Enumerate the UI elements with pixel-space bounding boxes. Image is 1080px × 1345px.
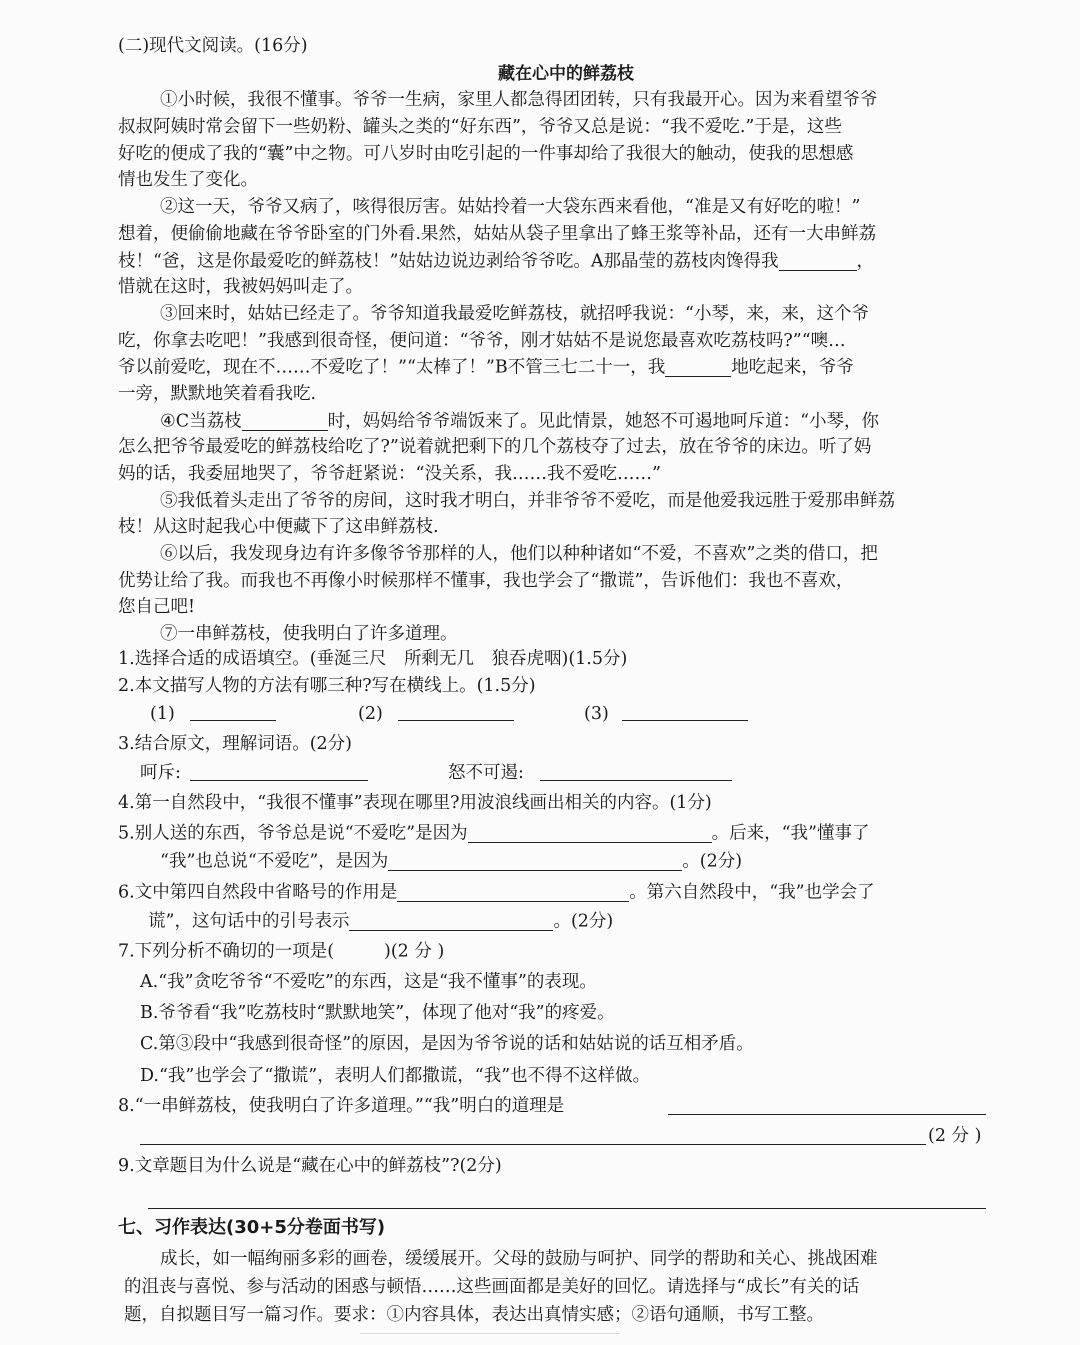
paragraph-5-line-2: 枝！从这时起我心中便藏下了这串鲜荔枝.: [118, 517, 439, 537]
answer-line-9[interactable]: [148, 1208, 986, 1209]
paragraph-6-line-1: ⑥以后，我发现身边有许多像爷爷那样的人，他们以种种诸如“不爱，不喜欢”之类的借口，把: [160, 544, 878, 564]
footer-smudge: [360, 1333, 620, 1345]
question-7-option-d: D.“我”也学会了“撒谎”，表明人们都撒谎，“我”也不得不这样做。: [140, 1066, 651, 1086]
paragraph-2-line-4: 惜就在这时，我被妈妈叫走了。: [118, 277, 363, 297]
question-3: 3.结合原文，理解词语。(2分): [118, 734, 352, 754]
paragraph-3-line-3: [118, 359, 854, 377]
article-title: 藏在心中的鲜荔枝: [498, 64, 634, 84]
question-2-option-2: (2): [358, 704, 383, 724]
answer-line-2-3[interactable]: [622, 720, 748, 721]
question-1: 1.选择合适的成语填空。(垂涎三尺 所剩无几 狼吞虎咽)(1.5分): [118, 649, 628, 669]
section-7-line-3: 题，自拟题目写一篇习作。要求：①内容具体，表达出真情实感；②语句通顺，书写工整。: [124, 1305, 824, 1325]
answer-slot-7[interactable]: [334, 943, 384, 961]
paragraph-3-line-4: 一旁，默默地笑着看我吃.: [118, 384, 317, 404]
question-6-line-2: [148, 913, 613, 931]
paragraph-7-line-1: ⑦一串鲜荔枝，使我明白了许多道理。: [160, 624, 458, 644]
answer-line-2-1[interactable]: [190, 720, 276, 721]
question-5-part-a: 5.别人送的东西，爷爷总是说“不爱吃”是因为: [118, 823, 468, 844]
question-6-part-b: 。第六自然段中，“我”也学会了: [629, 882, 875, 903]
paragraph-2-line-1: ②这一天，爷爷又病了，咳得很厉害。姑姑拎着一大袋东西来看他，“准是又有好吃的啦！”: [160, 197, 861, 217]
paragraph-2-line-3: [118, 253, 874, 271]
question-5-line-2: [160, 853, 742, 871]
paragraph-3-line-3-text: 爷以前爱吃，现在不……不爱吃了！”“太棒了！”B不管三七二十一，: [118, 357, 648, 378]
blank-b[interactable]: [665, 359, 731, 377]
paragraph-2-line-3-text: 枝！“爸，这是你最爱吃的鲜荔枝！”姑姑边说边剥给爷爷吃。A那晶莹的荔枝肉馋得我: [118, 251, 779, 272]
question-5-part-c: “我”也总说“不爱吃”，是因为: [160, 851, 389, 872]
paragraph-2-line-2: 想着，便偷偷地藏在爷爷卧室的门外看.果然，姑姑从袋子里拿出了蜂王浆等补品，还有一大串鲜荔: [118, 224, 877, 244]
question-4: 4.第一自然段中，“我很不懂事”表现在哪里?用波浪线画出相关的内容。(1分): [118, 793, 712, 813]
question-7: [118, 943, 444, 961]
question-2-option-3: (3): [584, 704, 609, 724]
question-6-line-1: [118, 884, 875, 902]
question-5-line-1: [118, 825, 870, 843]
answer-line-6-2[interactable]: [349, 913, 553, 931]
question-7-stem: 7.下列分析不确切的一项是(: [118, 941, 335, 962]
question-2-option-1: (1): [150, 704, 175, 724]
question-6-part-a: 6.文中第四自然段中省略号的作用是: [118, 882, 398, 903]
question-9: 9.文章题目为什么说是“藏在心中的鲜荔枝”?(2分): [118, 1156, 502, 1176]
question-7-option-c: C.第③段中“我感到很奇怪”的原因，是因为爷爷说的话和姑姑说的话互相矛盾。: [140, 1034, 754, 1054]
paragraph-1-line-2: 叔叔阿姨时常会留下一些奶粉、罐头之类的“好东西”，爷爷又总是说：“我不爱吃.”于是，这些: [118, 117, 842, 137]
section-7-heading: 七、习作表达(30+5分卷面书写): [118, 1217, 386, 1238]
section-7-line-1: 成长，如一幅绚丽多彩的画卷，缓缓展开。父母的鼓励与呵护、同学的帮助和关心、挑战困难: [160, 1249, 878, 1269]
question-8-score: (2 分 ): [928, 1126, 982, 1146]
paragraph-4-line-1-start: ④C当荔枝: [160, 411, 242, 432]
question-6-part-d: 。(2分): [553, 911, 614, 932]
section-7-line-2: 的沮丧与喜悦、参与活动的困惑与顿悟……这些画面都是美好的回忆。请选择与“成长”有关的话: [124, 1277, 860, 1297]
question-5-part-d: 。(2分): [682, 851, 743, 872]
paragraph-4-line-2: 怎么把爷爷最爱吃的鲜荔枝给吃了?”说着就把剩下的几个荔枝夺了过去，放在爷爷的床边。听了妈: [118, 437, 872, 457]
paragraph-4-line-1-end: 时，妈妈给爷爷端饭来了。见此情景，她怒不可遏地呵斥道：“小琴，你: [327, 411, 880, 432]
paragraph-4-line-3: 妈的话，我委屈地哭了，爷爷赶紧说：“没关系，我……我不爱吃……”: [118, 464, 661, 484]
answer-line-6-1[interactable]: [397, 884, 629, 902]
paragraph-5-line-1: ⑤我低着头走出了爷爷的房间，这时我才明白，并非爷爷不爱吃，而是他爱我远胜于爱那串鲜荔: [160, 491, 895, 511]
blank-c[interactable]: [242, 413, 328, 431]
question-7-score: )(2 分 ): [384, 941, 445, 962]
answer-line-3-1[interactable]: [190, 780, 368, 781]
section-header: (二)现代文阅读。(16分): [118, 36, 308, 56]
paragraph-4-line-1: [160, 413, 879, 431]
blank-a[interactable]: [779, 253, 857, 271]
paragraph-3-line-2: 吃，你拿去吃吧！”我感到很奇怪，便问道：“爷爷，刚才姑姑不是说您最喜欢吃荔枝吗?”“噢…: [118, 331, 846, 351]
answer-line-8-1[interactable]: [668, 1114, 986, 1115]
answer-line-5-1[interactable]: [468, 825, 712, 843]
answer-line-2-2[interactable]: [398, 720, 514, 721]
paragraph-3-line-1: ③回来时，姑姑已经走了。爷爷知道我最爱吃鲜荔枝，就招呼我说：“小琴，来，来，这个爷: [160, 304, 869, 324]
question-2: 2.本文描写人物的方法有哪三种?写在横线上。(1.5分): [118, 676, 536, 696]
paragraph-3-line-3-end: 地吃起来，爷爷: [731, 357, 854, 378]
answer-line-8-2[interactable]: [140, 1144, 926, 1145]
paragraph-1-line-1: ①小时候，我很不懂事。爷爷一生病，家里人都急得团团转，只有我最开心。因为来看望爷爷: [160, 90, 878, 110]
question-7-option-a: A.“我”贪吃爷爷“不爱吃”的东西，这是“我不懂事”的表现。: [140, 972, 597, 992]
paragraph-2-line-3-comma: ，: [856, 251, 875, 272]
question-3-term-2: 怒不可遏:: [448, 763, 524, 783]
paragraph-6-line-2: 优势让给了我。而我也不再像小时候那样不懂事，我也学会了“撒谎”，告诉他们：我也不喜欢，: [118, 571, 854, 591]
paragraph-3-line-3-wo: 我: [647, 357, 666, 378]
question-5-part-b: 。后来，“我”懂事了: [711, 823, 870, 844]
answer-line-3-2[interactable]: [540, 780, 732, 781]
question-7-option-b: B.爷爷看“我”吃荔枝时“默默地笑”，体现了他对“我”的疼爱。: [140, 1003, 615, 1023]
paragraph-1-line-4: 情也发生了变化。: [118, 170, 258, 190]
question-8: 8.“一串鲜荔枝，使我明白了许多道理。”“我”明白的道理是: [118, 1096, 565, 1116]
question-3-term-1: 呵斥:: [140, 763, 181, 783]
paragraph-6-line-3: 您自己吧!: [118, 597, 196, 617]
question-6-part-c: 谎”，这句话中的引号表示: [148, 911, 350, 932]
answer-line-5-2[interactable]: [388, 853, 682, 871]
paragraph-1-line-3: 好吃的便成了我的“囊”中之物。可八岁时由吃引起的一件事却给了我很大的触动，使我的思想感: [118, 144, 854, 164]
